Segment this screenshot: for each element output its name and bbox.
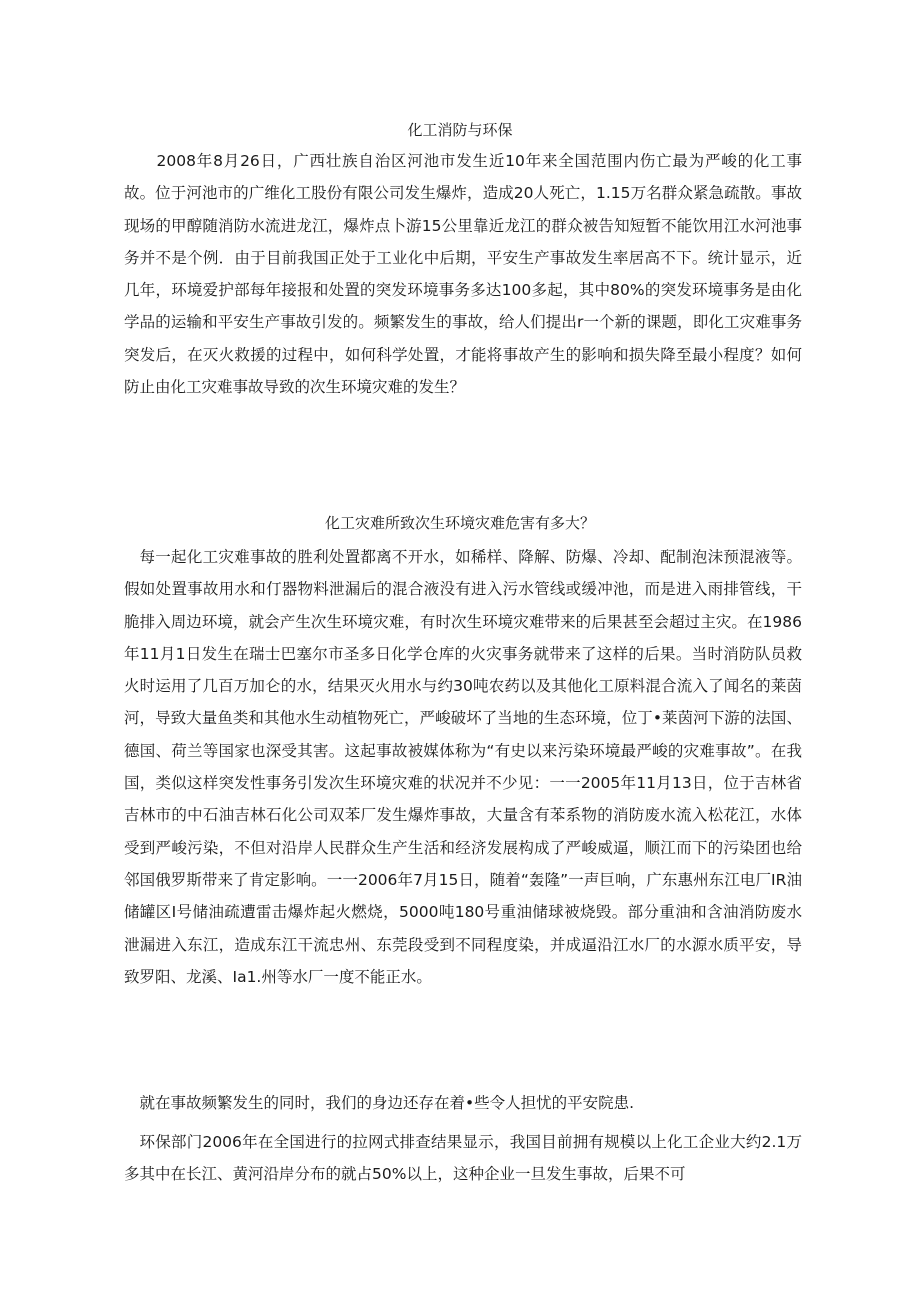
main-section <box>124 541 802 993</box>
section-heading: 化工灾难所致次生环境灾难危害有多大？ <box>324 514 595 532</box>
last-section <box>124 1126 802 1191</box>
short-section <box>124 1087 802 1119</box>
intro-paragraph: 2008年8月26日，广西壮族自治区河池市发生近10年来全国范围内伤亡最为严峻的化工事故。位于河池市的广维化工股份有限公司发生爆炸，造成20人死亡，1.15万名群众紧急疏散。事故现场的甲醇随消防水流进龙江，爆炸点卜游15公里靠近龙江的群众被告知短暂不能饮用江水河池事务并不是个例．由于目前我国正处于工业化中后期，平安生产事故发生率居高不下。统计显示，近几年，环境爱护部每年接报和处置的突发环境事务多达100多起，其中80%的突发环境事务是由化学品的运输和平安生产事故引发的。频繁发生的事故，给人们提出r一个新的课题，即化工灾难事务突发后，在灭火救援的过程中，如何科学处置，才能将事故产生的影响和损失降至最小程度？如何防止由化工灾难事故导致的次生环境灾难的发生？ <box>124 152 802 397</box>
last-paragraph: 环保部门2006年在全国进行的拉网式排查结果显示，我国目前拥有规模以上化工企业大约2.1万多其中在长江、黄河沿岸分布的就占50%以上，这种企业一旦发生事故，后果不可 <box>124 1133 802 1184</box>
intro-section <box>124 145 802 403</box>
document-title: 化工消防与环保 <box>407 121 513 139</box>
short-paragraph: 就在事故频繁发生的同时，我们的身边还存在着•些令人担忧的平安院患. <box>139 1094 635 1112</box>
section-paragraph: 每一起化工灾难事故的胜利处置都离不开水，如稀样、降解、防爆、冷却、配制泡沫预混液等。假如处置事故用水和仃器物料泄漏后的混合液没有进入污水管线或缓冲池，而是进入雨排管线，干脆排入周边环境，就会产生次生环境灾难，有时次生环境灾难带来的后果甚至会超过主灾。在1986年11月1日发生在瑞士巴塞尔市圣多日化学仓库的火灾事务就带来了这样的后果。当时消防队员救火时运用了几百万加仑的水，结果灭火用水与约30吨农药以及其他化工原料混合流入了闻名的莱茵河，导致大量鱼类和其他水生动植物死亡，严峻破坏了当地的生态环境，位丁•莱茵河下游的法国、德国、荷兰等国家也深受其害。这起事故被媒体称为“有史以来污染环境最严峻的灾难事故”。在我国，类似这样突发性事务引发次生环境灾难的状况并不少见：一一2005年11月13日，位于吉林省吉林市的中石油吉林石化公司双苯厂发生爆炸事故，大量含有苯系物的消防废水流入松花江，水体受到严峻污染，不但对沿岸人民群众生产生活和经济发展构成了严峻威逼，顺江而下的污染团也给邻国俄罗斯带来了肯定影响。一一2006年7月15日，随着“轰隆”一声巨响，广东惠州东江电厂IR油储罐区I号储油疏遭雷击爆炸起火燃烧，5000吨180号重油储球被烧毁。部分重油和含油消防废水泄漏进入东江，造成东江干流忠州、东莞段受到不同程度染，并成逼沿江水厂的水源水质平安，导致罗阳、龙溪、Ia1.州等水厂一度不能正水。 <box>124 548 802 986</box>
